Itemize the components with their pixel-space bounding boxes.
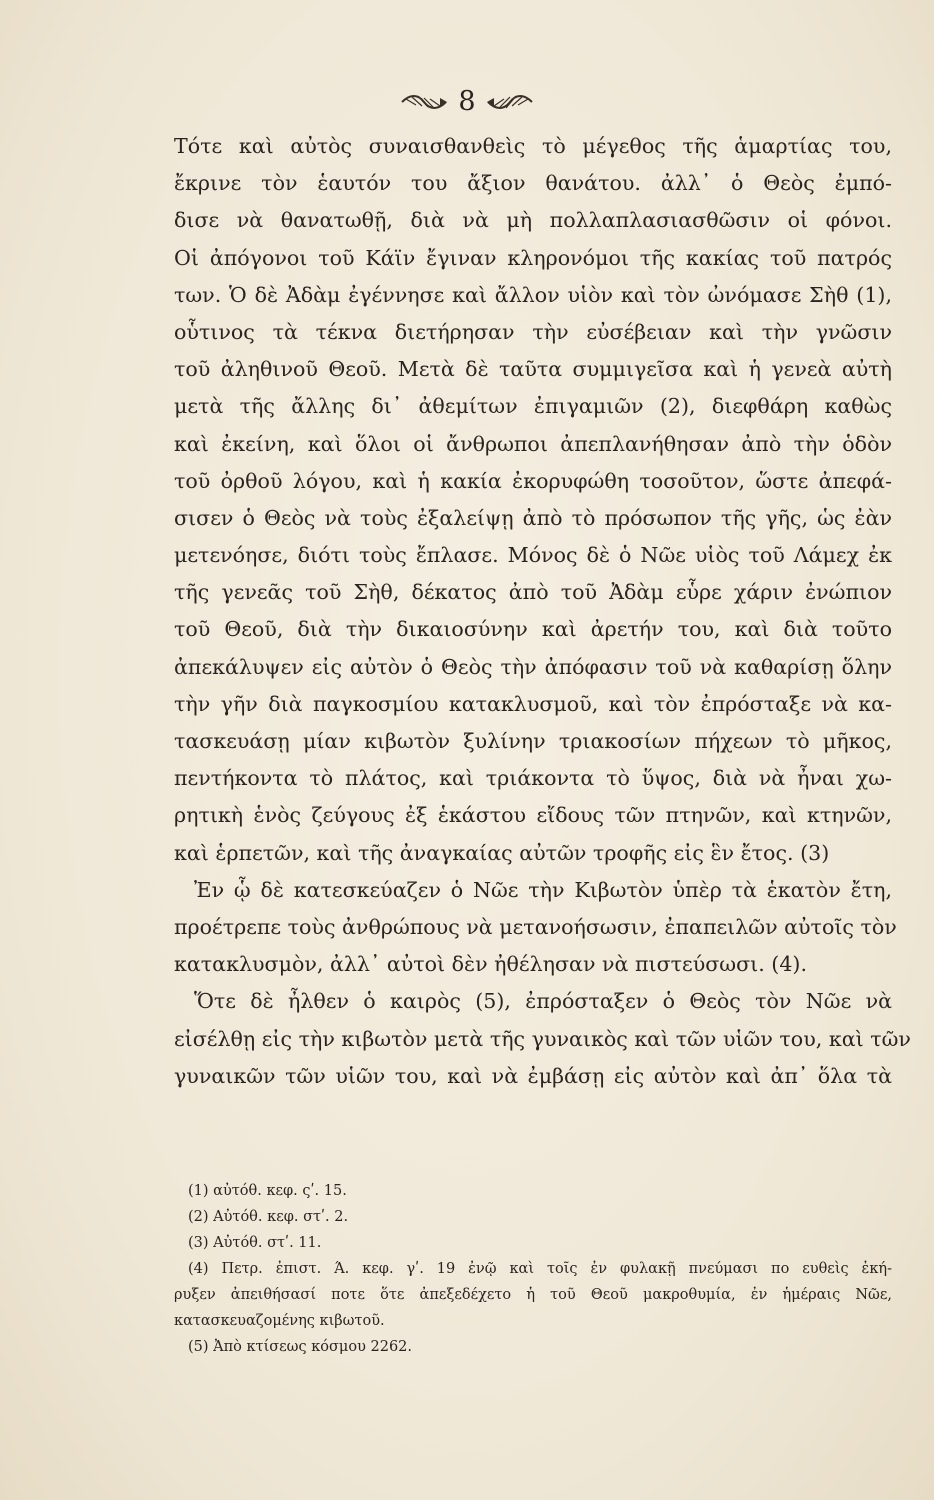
footnote-line: (4) Πετρ. ἐπιστ. Ά. κεφ. γʹ. 19 ἐνῷ καὶ τοῖς ἐν φυλακῇ πνεύμασι πο ευθεὶς ἐκή- <box>188 1261 892 1277</box>
text-line: καὶ ἑρπετῶν, καὶ τῆς ἀναγκαίας αὐτῶν τροφῆς εἰς ἓν ἔτος. (3) <box>174 840 830 865</box>
text-line: τὴν γῆν διὰ παγκοσμίου κατακλυσμοῦ, καὶ τὸν ἐπρόσταξε νὰ κα- <box>174 691 892 716</box>
main-text-block <box>174 128 911 1095</box>
text-line: προέτρεπε τοὺς ἀνθρώπους νὰ μετανοήσωσιν, ἐπαπειλῶν αὐτοῖς τὸν <box>174 914 897 939</box>
text-line: σισεν ὁ Θεὸς νὰ τοὺς ἐξαλείψῃ ἀπὸ τὸ πρόσωπον τῆς γῆς, ὡς ἐὰν <box>174 505 892 530</box>
text-line: τασκευάσῃ μίαν κιβωτὸν ξυλίνην τριακοσίων πήχεων τὸ μῆκος, <box>174 729 892 753</box>
text-line: Τότε καὶ αὐτὸς συναισθανθεὶς τὸ μέγεθος τῆς ἁμαρτίας του, <box>174 134 892 158</box>
text-line: εἰσέλθῃ εἰς τὴν κιβωτὸν μετὰ τῆς γυναικὸς καὶ τῶν υἱῶν του, καὶ τῶν <box>174 1026 911 1051</box>
text-line: ρητικὴ ἑνὸς ζεύγους ἐξ ἑκάστου εἴδους τῶν πτηνῶν, καὶ κτηνῶν, <box>174 803 892 828</box>
page-number: 8 <box>458 86 476 117</box>
text-line: καὶ ἐκείνη, καὶ ὅλοι οἱ ἄνθρωποι ἀπεπλανήθησαν ἀπὸ τὴν ὁδὸν <box>174 431 892 456</box>
text-line: ἔκρινε τὸν ἑαυτόν του ἄξιον θανάτου. ἀλλ᾽ ὁ Θεὸς ἐμπό- <box>174 171 892 196</box>
text-line: πεντήκοντα τὸ πλάτος, καὶ τριάκοντα τὸ ὕψος, διὰ νὰ ἦναι χω- <box>174 766 892 791</box>
text-line: μετὰ τῆς ἄλλης δι᾽ ἀθεμίτων ἐπιγαμιῶν (2), διεφθάρη καθὼς <box>174 394 892 419</box>
text-line: των. Ὁ δὲ Ἀδὰμ ἐγέννησε καὶ ἄλλον υἱὸν καὶ τὸν ὠνόμασε Σὴθ (1), <box>174 282 892 307</box>
left-ornament-icon <box>400 91 448 113</box>
text-line: τοῦ Θεοῦ, διὰ τὴν δικαιοσύνην καὶ ἀρετήν του, καὶ διὰ τοῦτο <box>174 617 892 642</box>
text-line: ἀπεκάλυψεν εἰς αὐτὸν ὁ Θεὸς τὴν ἀπόφασιν τοῦ νὰ καθαρίσῃ ὅλην <box>174 654 892 679</box>
footnote-line: (2) Αὐτόθ. κεφ. στʹ. 2. <box>188 1209 349 1225</box>
text-line: Οἱ ἀπόγονοι τοῦ Κάϊν ἔγιναν κληρονόμοι τῆς κακίας τοῦ πατρός <box>174 245 892 270</box>
right-ornament-icon <box>486 91 534 113</box>
text-line: δισε νὰ θανατωθῇ, διὰ νὰ μὴ πολλαπλασιασθῶσιν οἱ φόνοι. <box>174 208 892 233</box>
text-line: Ὅτε δὲ ἦλθεν ὁ καιρὸς (5), ἐπρόσταξεν ὁ Θεὸς τὸν Νῶε νὰ <box>194 989 892 1014</box>
text-line: κατακλυσμὸν, ἀλλ᾽ αὐτοὶ δὲν ἠθέλησαν νὰ πιστεύσωσι. (4). <box>174 952 808 977</box>
text-line: τῆς γενεᾶς τοῦ Σὴθ, δέκατος ἀπὸ τοῦ Ἀδὰμ εὗρε χάριν ἐνώπιον <box>174 580 892 605</box>
text-line: μετενόησε, διότι τοὺς ἔπλασε. Μόνος δὲ ὁ Νῶε υἱὸς τοῦ Λάμεχ ἐκ <box>174 543 892 568</box>
footnote-line: ρυξεν ἀπειθήσασί ποτε ὅτε ἀπεξεδέχετο ἡ τοῦ Θεοῦ μακροθυμία, ἐν ἡμέραις Νῶε, <box>174 1287 892 1303</box>
text-line: τοῦ ἀληθινοῦ Θεοῦ. Μετὰ δὲ ταῦτα συμμιγεῖσα καὶ ἡ γενεὰ αὐτὴ <box>174 357 892 382</box>
text-line: Ἐν ᾧ δὲ κατεσκεύαζεν ὁ Νῶε τὴν Κιβωτὸν ὑπὲρ τὰ ἑκατὸν ἔτη, <box>194 877 892 902</box>
text-line: τοῦ ὀρθοῦ λόγου, καὶ ἡ κακία ἐκορυφώθη τοσοῦτον, ὥστε ἀπεφά- <box>174 468 892 493</box>
page-header <box>0 86 934 117</box>
footnote-line: (5) Ἀπὸ κτίσεως κόσμου 2262. <box>188 1339 412 1355</box>
footnote-line: (3) Αὐτόθ. στʹ. 11. <box>188 1235 322 1251</box>
footnote-line: (1) αὐτόθ. κεφ. ςʹ. 15. <box>188 1183 347 1199</box>
footnote-line: κατασκευαζομένης κιβωτοῦ. <box>174 1313 385 1329</box>
footnotes <box>174 1178 892 1360</box>
text-line: γυναικῶν τῶν υἱῶν του, καὶ νὰ ἐμβάσῃ εἰς αὐτὸν καὶ ἀπ᾽ ὅλα τὰ <box>174 1063 892 1088</box>
text-line: οὗτινος τὰ τέκνα διετήρησαν τὴν εὐσέβειαν καὶ τὴν γνῶσιν <box>174 319 892 344</box>
